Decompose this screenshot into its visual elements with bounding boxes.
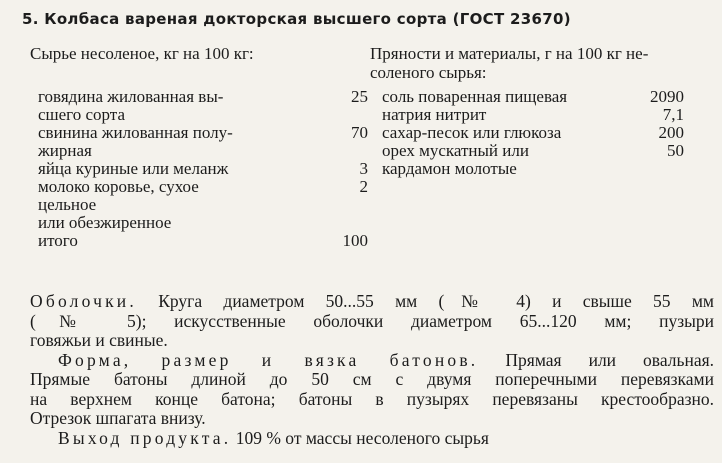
yield-label: Выход продукта. <box>58 428 232 448</box>
spice-item-qty: 7,1 <box>662 105 684 124</box>
shape-heading-line: Форма, размер и вязка батонов. Прямая или овальная. <box>58 350 715 370</box>
raw-item-name: свинина жилованная полу- жирная <box>38 123 233 160</box>
spice-item-name: сахар-песок или глюкоза <box>382 123 562 142</box>
spice-item-qty: 50 <box>667 141 684 160</box>
raw-item-name: итого <box>38 231 78 250</box>
raw-item-name: говядина жилованная вы- сшего сорта <box>38 87 224 124</box>
raw-item-qty: 3 <box>359 159 368 178</box>
spices-heading: Пряности и материалы, г на 100 кг не- соленого сырья: <box>370 44 649 82</box>
yield-line <box>58 429 714 449</box>
yield-value: 109 % от массы несоленого сырья <box>235 428 489 448</box>
raw-materials-heading: Сырье несоленое, кг на 100 кг: <box>30 44 254 63</box>
recipe-title: 5. Колбаса вареная докторская высшего сорта (ГОСТ 23670) <box>22 10 571 28</box>
casings-paragraph: Оболочки. Круга диаметром 50...55 мм (№ 4) и свыше 55 мм (№ 5); искусственные оболочки диаметром 65...120 мм; пузыри говяжьи и свиные. <box>30 291 714 350</box>
spice-item-name: кардамон молотые <box>382 159 517 178</box>
spice-item-name: соль поваренная пищевая <box>382 87 568 106</box>
raw-item-qty: 100 <box>342 231 368 250</box>
spice-item-name: орех мускатный или <box>382 141 529 160</box>
raw-item-qty: 70 <box>351 123 368 142</box>
spice-item-qty: 200 <box>658 123 684 142</box>
raw-item-name: яйца куриные или меланж <box>38 159 229 178</box>
raw-item-qty: 2 <box>359 177 368 196</box>
shape-paragraph: Прямые батоны длиной до 50 см с двумя поперечными перевязками на верхнем конце батона; батоны в пузырях перевязаны крестообразно. Отрезок шпагата внизу. <box>30 369 714 428</box>
raw-item-name: молоко коровье, сухое цельное или обезжиренное <box>38 177 199 232</box>
shape-label: Форма, размер и вязка батонов. <box>58 350 479 370</box>
casings-label: Оболочки. <box>30 291 137 311</box>
spice-item-name: натрия нитрит <box>382 105 487 124</box>
raw-item-qty: 25 <box>351 87 368 106</box>
spice-item-qty: 2090 <box>650 87 684 106</box>
